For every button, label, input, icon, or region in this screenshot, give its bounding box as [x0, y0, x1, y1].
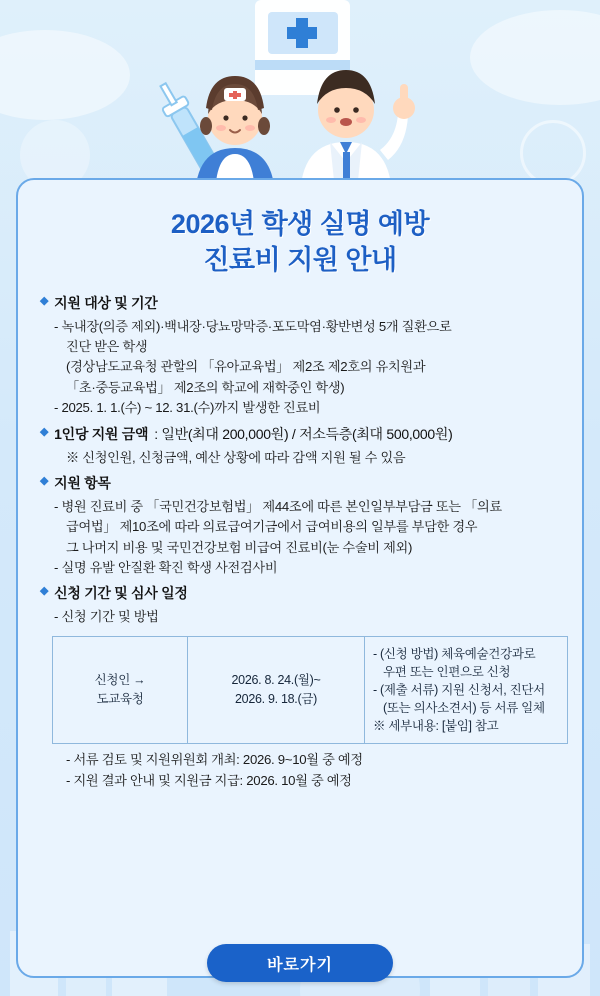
page-title-line2: 진료비 지원 안내: [203, 245, 397, 276]
page-title: [36, 206, 564, 279]
method-line-3: - (제출 서류) 지원 신청서, 진단서: [373, 682, 545, 697]
method-line-5: ※ 세부내용: [붙임] 참고: [373, 719, 499, 734]
section-eligibility-lines: [40, 317, 560, 419]
go-link-button[interactable]: 바로가기: [207, 944, 393, 982]
section-items: [40, 473, 560, 579]
schedule-line-1: - 신청 기간 및 방법: [54, 609, 159, 625]
section-schedule-title: 신청 기간 및 심사 일정: [54, 585, 188, 602]
items-line-3: 그 나머지 비용 및 국민건강보험 비급여 진료비(눈 수술비 제외): [66, 539, 413, 555]
eligibility-line-1: - 녹내장(의증 제외)·백내장·당뇨망막증·포도막염·황반변성 5개 질환으로: [54, 318, 452, 334]
section-items-lines: [40, 497, 560, 579]
period-line-1: 2026. 8. 24.(월)~: [231, 673, 321, 688]
method-line-1: - (신청 방법) 체육예술건강과로: [373, 646, 536, 661]
amount-note-line: ※ 신청인원, 신청금액, 예산 상황에 따라 감액 지원 될 수 있음: [66, 449, 406, 465]
table-row: [53, 636, 568, 744]
eligibility-line-4: 「초·중등교육법」 제2조의 학교에 재학중인 학생): [66, 379, 345, 395]
after-table-line-2: - 지원 결과 안내 및 지원금 지급: 2026. 10월 중 예정: [66, 772, 352, 788]
section-schedule-lines: [40, 607, 560, 627]
diamond-bullet-icon: ◆: [40, 425, 49, 438]
section-schedule-heading: [40, 583, 560, 605]
info-card: [16, 178, 584, 978]
eligibility-line-3: (경상남도교육청 관할의 「유아교육법」 제2조 제2호의 유치원과: [66, 359, 426, 375]
section-eligibility-heading: [40, 293, 560, 315]
section-eligibility-title: 지원 대상 및 기간: [54, 294, 158, 311]
method-line-2: 우편 또는 인편으로 신청: [383, 664, 511, 679]
section-amount-lines: [40, 448, 560, 468]
section-amount-detail: : 일반(최대 200,000원) / 저소득층(최대 500,000원): [154, 425, 453, 442]
table-cell-period: [188, 636, 365, 744]
applicant-line-2: 도교육청: [96, 691, 144, 706]
after-table-notes: [36, 750, 564, 791]
section-amount: [40, 424, 560, 468]
items-line-1: - 병원 진료비 중 「국민건강보험법」 제44조에 따른 본인일부부담금 또는 「의료: [54, 498, 502, 514]
diamond-bullet-icon: ◆: [40, 294, 49, 307]
info-body: [36, 293, 564, 628]
cta-wrap: [0, 944, 600, 982]
section-schedule: [40, 583, 560, 627]
section-items-title: 지원 항목: [54, 474, 111, 491]
section-eligibility: [40, 293, 560, 419]
page-title-line1: 2026년 학생 실명 예방: [170, 209, 430, 239]
applicant-line-1: 신청인 →: [94, 673, 146, 688]
after-table-lines: [40, 750, 560, 791]
after-table-line-1: - 서류 검토 및 지원위원회 개최: 2026. 9~10월 중 예정: [66, 752, 363, 768]
period-line-2: 2026. 9. 18.(금): [235, 691, 317, 706]
diamond-bullet-icon: ◆: [40, 585, 49, 598]
diamond-bullet-icon: ◆: [40, 474, 49, 487]
table-cell-applicant: [53, 636, 188, 744]
hero-illustration: [0, 0, 600, 200]
eligibility-line-2: 진단 받은 학생: [66, 339, 148, 355]
section-items-heading: [40, 473, 560, 495]
eligibility-line-5: - 2025. 1. 1.(수) ~ 12. 31.(수)까지 발생한 진료비: [54, 400, 321, 416]
section-amount-title: 1인당 지원 금액: [54, 425, 149, 442]
section-amount-heading: [40, 424, 560, 446]
items-line-2: 급여법」 제10조에 따라 의료급여기금에서 급여비용의 일부를 부담한 경우: [66, 519, 478, 535]
table-cell-method: [365, 636, 568, 744]
method-line-4: (또는 의사소견서) 등 서류 일체: [383, 700, 545, 715]
application-schedule-table: [52, 636, 568, 745]
items-line-4: - 실명 유발 안질환 확진 학생 사전검사비: [54, 560, 278, 576]
